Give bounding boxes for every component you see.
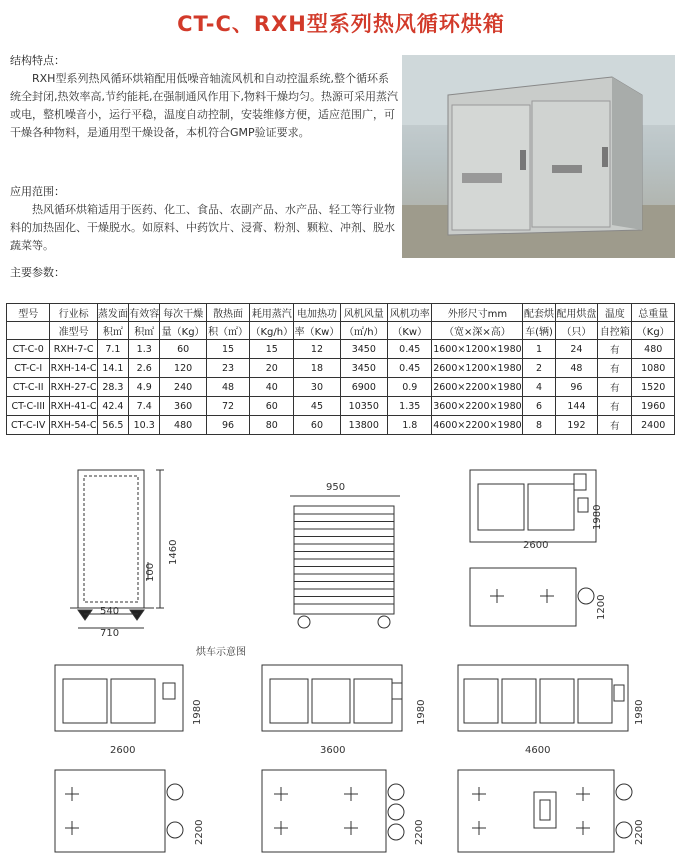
table-cell: 1080 — [632, 359, 675, 378]
table-row — [7, 359, 675, 378]
oven-iii-front-drawing — [262, 665, 412, 735]
table-cell: 60 — [250, 397, 294, 416]
control-box — [614, 685, 624, 701]
table-cell: 散热面 — [206, 304, 249, 322]
table-cell: 14.1 — [97, 359, 128, 378]
dim-100: 100 — [145, 562, 156, 582]
table-cell: 自控箱 — [598, 322, 632, 340]
application-heading: 应用范围： — [10, 185, 65, 198]
table-cell: （Kw） — [388, 322, 432, 340]
table-cell: 3450 — [340, 359, 387, 378]
table-cell: 2600×1200×1980 — [432, 359, 523, 378]
table-cell: 有 — [598, 378, 632, 397]
table-cell: 1600×1200×1980 — [432, 340, 523, 359]
table-cell: CT-C-III — [7, 397, 50, 416]
table-row — [7, 340, 675, 359]
table-cell: 积（㎡） — [206, 322, 249, 340]
oven-iii-top-drawing — [262, 770, 412, 856]
table-cell: 40 — [250, 378, 294, 397]
table-cell: 准型号 — [50, 322, 97, 340]
table-cell: 车(辆) — [523, 322, 555, 340]
dim-2600-b: 2600 — [110, 745, 136, 756]
wheel-left — [78, 610, 92, 620]
table-cell: 每次干燥 — [160, 304, 206, 322]
table-cell: 电加热功 — [294, 304, 340, 322]
oven-ii-top-drawing — [55, 770, 195, 856]
cart-wheel — [298, 616, 310, 628]
application-text: 热风循环烘箱适用于医药、化工、食品、农副产品、水产品、轻工等行业物料的加热固化、干燥脱水。如原料、中药饮片、浸膏、粉剂、颗粒、冲剂、脱水蔬菜等。 — [10, 203, 395, 252]
table-cell: 有 — [598, 397, 632, 416]
table-cell: 360 — [160, 397, 206, 416]
table-cell: 7.4 — [129, 397, 160, 416]
control-box — [574, 474, 586, 490]
table-cell: 率（Kw） — [294, 322, 340, 340]
cart-wheel — [378, 616, 390, 628]
table-cell: 1.3 — [129, 340, 160, 359]
table-cell: RXH-54-C — [50, 416, 97, 435]
cart-side-drawing — [70, 470, 180, 640]
dim-2200-a: 2200 — [194, 819, 205, 845]
table-cell: 28.3 — [97, 378, 128, 397]
table-cell: 72 — [206, 397, 249, 416]
dim-710: 710 — [100, 628, 120, 639]
table-cell: 120 — [160, 359, 206, 378]
table-cell: 积㎡ — [129, 322, 160, 340]
table-cell: （Kg/h） — [250, 322, 294, 340]
table-cell: 10350 — [340, 397, 387, 416]
table-cell: 1520 — [632, 378, 675, 397]
table-cell: 18 — [294, 359, 340, 378]
table-cell: 量（Kg） — [160, 322, 206, 340]
table-cell: 2400 — [632, 416, 675, 435]
table-header-row — [7, 304, 675, 322]
table-cell: 风机功率 — [388, 304, 432, 322]
fan-icon — [578, 588, 594, 604]
cart-front-frame — [294, 506, 394, 614]
table-cell: 有 — [598, 340, 632, 359]
table-cell: 6 — [523, 397, 555, 416]
table-cell: 13800 — [340, 416, 387, 435]
table-cell: 蒸发面 — [97, 304, 128, 322]
cart-inner — [84, 476, 138, 602]
control-box — [392, 683, 402, 699]
wheel-right — [130, 610, 144, 620]
table-cell: CT-C-0 — [7, 340, 50, 359]
dim-1200: 1200 — [596, 594, 607, 620]
table-cell: 3600×2200×1980 — [432, 397, 523, 416]
table-cell: CT-C-IV — [7, 416, 50, 435]
dim-1980-a: 1980 — [592, 504, 603, 530]
table-cell: （宽×深×高） — [432, 322, 523, 340]
dim-2200-b: 2200 — [414, 819, 425, 845]
table-cell: 1960 — [632, 397, 675, 416]
table-cell: 2600×2200×1980 — [432, 378, 523, 397]
structure-text: RXH型系列热风循环烘箱配用低噪音轴流风机和自动控温系统,整个循环系统全封闭,热效率高,节约能耗,在强制通风作用下,物料干燥均匀。热源可采用蒸汽或电，整机噪音小，运行平稳，温度自动控制，安装维修方便，适应范围广，可干燥各种物料，是通用型干燥设备，本机符合GMP验证要求。 — [10, 72, 398, 139]
dim-540: 540 — [100, 606, 120, 617]
table-cell: 144 — [555, 397, 597, 416]
table-cell: 12 — [294, 340, 340, 359]
table-cell: 0.45 — [388, 340, 432, 359]
table-cell: 24 — [555, 340, 597, 359]
oven-ii-front-drawing — [55, 665, 195, 735]
table-cell: 45 — [294, 397, 340, 416]
table-cell: 配用烘盘 — [555, 304, 597, 322]
table-cell: 60 — [294, 416, 340, 435]
params-heading: 主要参数： — [10, 266, 65, 279]
structure-heading: 结构特点： — [10, 54, 65, 67]
dim-950: 950 — [326, 482, 346, 493]
table-cell: 0.45 — [388, 359, 432, 378]
oven-iv-top-drawing — [458, 770, 633, 856]
table-cell: （Kg） — [632, 322, 675, 340]
table-cell: 4600×2200×1980 — [432, 416, 523, 435]
oven-i-top-drawing — [470, 568, 600, 630]
dim-2200-c: 2200 — [634, 819, 645, 845]
table-cell: 积㎡ — [97, 322, 128, 340]
table-row — [7, 378, 675, 397]
oven-iv-front-drawing — [458, 665, 633, 735]
cart-frame — [78, 470, 144, 608]
table-cell: 2 — [523, 359, 555, 378]
table-cell: 行业标 — [50, 304, 97, 322]
table-cell: RXH-41-C — [50, 397, 97, 416]
table-cell: 96 — [206, 416, 249, 435]
table-cell: 20 — [250, 359, 294, 378]
table-cell: 30 — [294, 378, 340, 397]
table-cell: 15 — [206, 340, 249, 359]
dim-1460: 1460 — [168, 539, 179, 565]
table-cell: 480 — [632, 340, 675, 359]
table-cell: 配套烘 — [523, 304, 555, 322]
page-title: CT-C、RXH型系列热风循环烘箱 — [177, 12, 505, 36]
table-cell: 56.5 — [97, 416, 128, 435]
table-cell: 耗用蒸汽 — [250, 304, 294, 322]
table-cell: 7.1 — [97, 340, 128, 359]
control-box — [163, 683, 175, 699]
table-row — [7, 397, 675, 416]
table-cell: 有 — [598, 416, 632, 435]
table-row — [7, 416, 675, 435]
table-cell: 风机风量 — [340, 304, 387, 322]
table-cell: 0.9 — [388, 378, 432, 397]
dim-1980-c: 1980 — [416, 699, 427, 725]
table-cell — [7, 322, 50, 340]
dim-2600-a: 2600 — [523, 540, 549, 551]
table-cell: 96 — [555, 378, 597, 397]
table-cell: 42.4 — [97, 397, 128, 416]
table-cell: 温度 — [598, 304, 632, 322]
table-cell: 60 — [160, 340, 206, 359]
table-cell: 总重量 — [632, 304, 675, 322]
table-cell: RXH-7-C — [50, 340, 97, 359]
table-cell: 2.6 — [129, 359, 160, 378]
cart-caption: 烘车示意图 — [196, 647, 246, 658]
table-cell: 192 — [555, 416, 597, 435]
table-cell: （只） — [555, 322, 597, 340]
table-cell: RXH-14-C — [50, 359, 97, 378]
dim-1980-d: 1980 — [634, 699, 645, 725]
cart-front-drawing — [290, 494, 400, 634]
table-cell: 480 — [160, 416, 206, 435]
table-cell: 有 — [598, 359, 632, 378]
table-cell: （㎡/h） — [340, 322, 387, 340]
dim-3600: 3600 — [320, 745, 346, 756]
table-cell: 6900 — [340, 378, 387, 397]
table-cell: 4 — [523, 378, 555, 397]
table-cell: 8 — [523, 416, 555, 435]
table-cell: RXH-27-C — [50, 378, 97, 397]
table-cell: 1.8 — [388, 416, 432, 435]
table-cell: 48 — [555, 359, 597, 378]
product-photo — [402, 55, 675, 258]
table-cell: 80 — [250, 416, 294, 435]
table-header-row — [7, 322, 675, 340]
dim-1980-b: 1980 — [192, 699, 203, 725]
table-cell: 4.9 — [129, 378, 160, 397]
table-cell: 3450 — [340, 340, 387, 359]
table-cell: CT-C-II — [7, 378, 50, 397]
table-cell: 10.3 — [129, 416, 160, 435]
table-cell: 1.35 — [388, 397, 432, 416]
oven-i-front-drawing — [470, 470, 600, 550]
table-cell: 有效容 — [129, 304, 160, 322]
dim-4600: 4600 — [525, 745, 551, 756]
spec-table — [6, 303, 675, 435]
table-cell: 48 — [206, 378, 249, 397]
table-cell: 外形尺寸mm — [432, 304, 523, 322]
table-cell: 240 — [160, 378, 206, 397]
table-cell: 型号 — [7, 304, 50, 322]
oven-photo-illustration — [402, 55, 675, 258]
table-cell: 1 — [523, 340, 555, 359]
table-cell: CT-C-I — [7, 359, 50, 378]
table-cell: 23 — [206, 359, 249, 378]
table-cell: 15 — [250, 340, 294, 359]
